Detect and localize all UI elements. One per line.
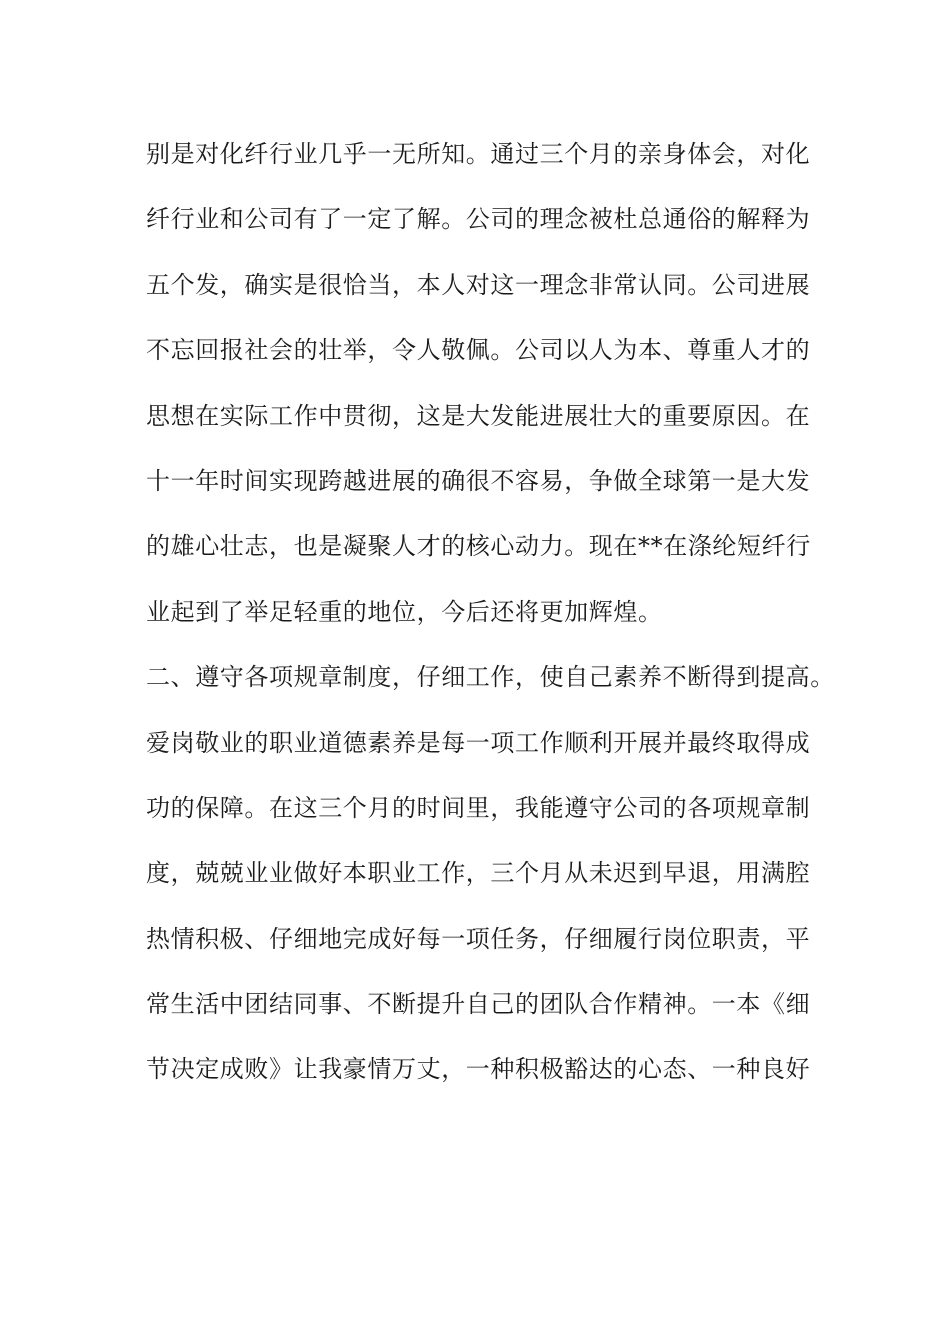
text-line: 五个发，确实是很恰当，本人对这一理念非常认同。公司进展: [146, 270, 811, 299]
section-heading: 二、遵守各项规章制度，仔细工作，使自己素养不断得到提高。: [146, 663, 835, 692]
text-line: 度，兢兢业业做好本职业工作，三个月从未迟到早退，用满腔: [146, 859, 811, 888]
text-line: 的雄心壮志，也是凝聚人才的核心动力。现在**在涤纶短纤行: [146, 532, 811, 561]
text-line: 十一年时间实现跨越进展的确很不容易，争做全球第一是大发: [146, 466, 811, 495]
text-line: 纤行业和公司有了一定了解。公司的理念被杜总通俗的解释为: [146, 205, 811, 234]
body-text: [146, 128, 835, 1109]
text-line: 功的保障。在这三个月的时间里，我能遵守公司的各项规章制: [146, 793, 811, 822]
text-line: 常生活中团结同事、不断提升自己的团队合作精神。一本《细: [146, 990, 811, 1019]
text-line: 节决定成败》让我豪情万丈，一种积极豁达的心态、一种良好: [146, 1055, 811, 1084]
text-line: 业起到了举足轻重的地位，今后还将更加辉煌。: [146, 597, 663, 626]
text-line: 别是对化纤行业几乎一无所知。通过三个月的亲身体会，对化: [146, 140, 811, 168]
text-line: 不忘回报社会的壮举，令人敬佩。公司以人为本、尊重人才的: [146, 336, 811, 365]
text-line: 思想在实际工作中贯彻，这是大发能进展壮大的重要原因。在: [146, 401, 811, 430]
text-line: 热情积极、仔细地完成好每一项任务，仔细履行岗位职责，平: [146, 924, 811, 953]
text-line: 爱岗敬业的职业道德素养是每一项工作顺利开展并最终取得成: [146, 728, 811, 757]
